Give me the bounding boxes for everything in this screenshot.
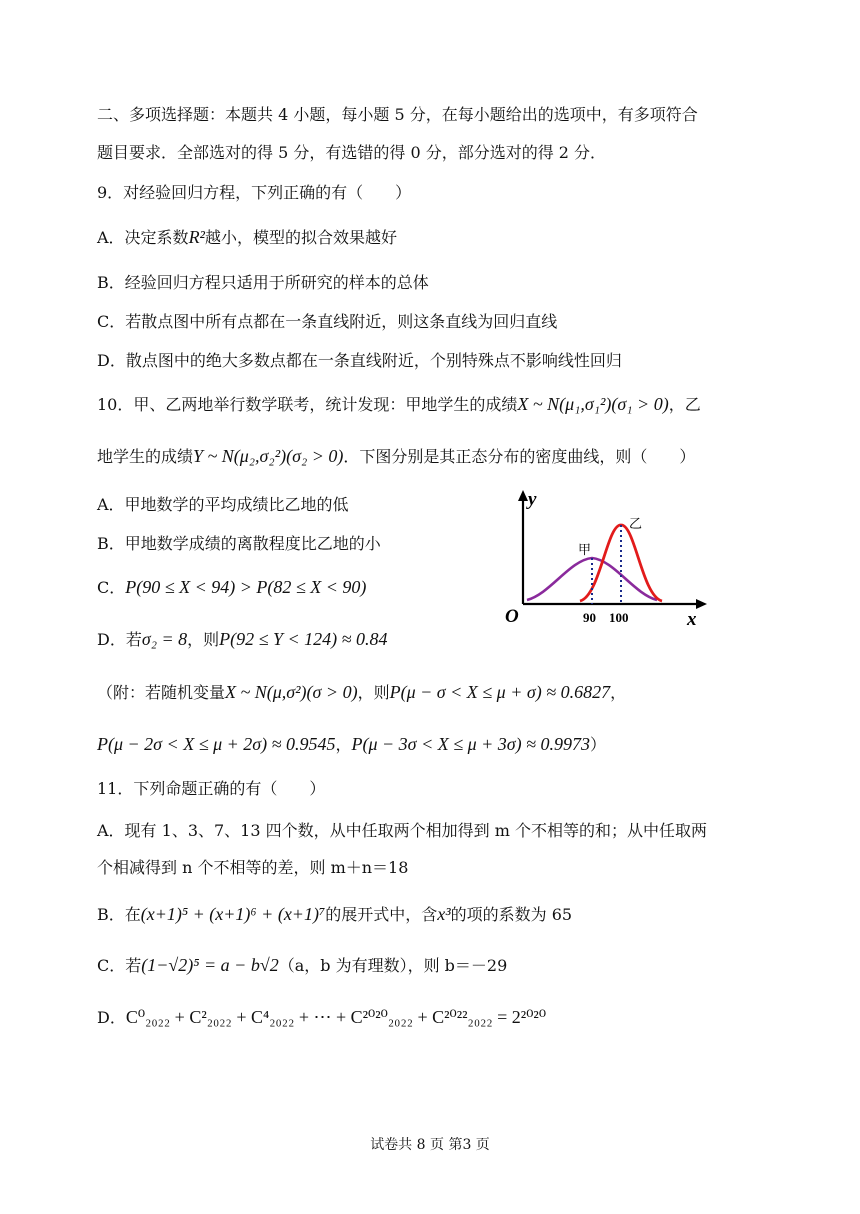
q11-option-a-line1: A．现有 1、3、7、13 四个数，从中任取两个相加得到 m 个不相等的和；从中任取两 [97, 821, 707, 840]
q10-note-sep: ， [335, 735, 352, 754]
q10-stem-line1 [97, 393, 701, 416]
section-heading-line2: 题目要求．全部选对的得 5 分，有选错的得 0 分，部分选对的得 2 分． [97, 143, 607, 162]
q10-note-comma: ， [610, 683, 627, 702]
tick-90-label: 90 [583, 610, 596, 625]
q9-a-math: R² [188, 227, 205, 247]
q10-stem-c: 地学生的成绩 [97, 447, 194, 466]
q10-stem-math1: X ~ N(μ₁,σ₁²)(σ₁ > 0) [517, 394, 669, 414]
origin-label: O [505, 606, 519, 627]
q10-note-line1 [97, 681, 626, 704]
q9-a-suffix: 越小，模型的拟合效果越好 [204, 228, 397, 247]
y-axis-arrow-icon [518, 490, 528, 501]
q11-option-b [97, 903, 572, 926]
q11-b-math: (x+1)⁵ + (x+1)⁶ + (x+1)⁷ [140, 904, 326, 924]
q11-b-suffix: 的项的系数为 65 [450, 905, 573, 924]
q9-option-b: B．经验回归方程只适用于所研究的样本的总体 [97, 273, 429, 292]
q11-option-a-line2: 个相减得到 n 个不相等的差，则 m＋n＝18 [97, 858, 409, 877]
q9-a-prefix: A．决定系数 [97, 228, 189, 247]
q10-d-math1: σ₂ = 8 [141, 629, 188, 649]
q11-d-prefix: D． [97, 1008, 126, 1027]
q10-option-b: B．甲地数学成绩的离散程度比乙地的小 [97, 534, 381, 553]
page-footer: 试卷共 8 页 第3 页 [370, 1137, 490, 1153]
q10-note-end: ） [590, 735, 607, 754]
normal-density-figure [495, 488, 710, 633]
q10-note-mid: ，则 [357, 683, 390, 702]
q10-stem-math2: Y ~ N(μ₂,σ₂²)(σ₂ > 0) [193, 446, 344, 466]
curve-yi-label: 乙 [629, 517, 643, 532]
q11-option-d [97, 1006, 546, 1029]
q10-stem-d: ．下图分别是其正态分布的密度曲线，则（ ） [343, 447, 696, 466]
q10-option-a: A．甲地数学的平均成绩比乙地的低 [97, 495, 349, 514]
q10-option-c [97, 576, 366, 599]
q9-option-a [97, 226, 397, 249]
q10-note-math4: P(μ − 3σ < X ≤ μ + 3σ) ≈ 0.9973 [351, 734, 591, 754]
q10-note-math1: X ~ N(μ,σ²)(σ > 0) [225, 682, 358, 702]
q11-d-math: C⁰₂₀₂₂ + C²₂₀₂₂ + C⁴₂₀₂₂ + ⋯ + C²⁰²⁰₂₀₂₂ + C²⁰²²₂₀₂₂ = 2²⁰²⁰ [125, 1007, 547, 1027]
q9-stem: 9．对经验回归方程，下列正确的有（ ） [97, 183, 412, 202]
q10-note-line2 [97, 733, 606, 756]
x-axis-label: x [687, 609, 697, 630]
q10-d-mid: ，则 [187, 630, 220, 649]
q10-note-prefix: （附：若随机变量 [97, 683, 226, 702]
q11-b-mid: 的展开式中，含 [325, 905, 438, 924]
q10-note-math3: P(μ − 2σ < X ≤ μ + 2σ) ≈ 0.9545 [97, 734, 336, 754]
q10-d-math2: P(92 ≤ Y < 124) ≈ 0.84 [219, 629, 388, 649]
q9-option-d: D．散点图中的绝大多数点都在一条直线附近，个别特殊点不影响线性回归 [97, 351, 622, 370]
q10-stem-a: 10．甲、乙两地举行数学联考，统计发现：甲地学生的成绩 [97, 395, 518, 414]
curve-jia-label: 甲 [578, 543, 592, 558]
q11-c-suffix: （a，b 为有理数），则 b＝－29 [278, 956, 508, 975]
q10-stem-line2 [97, 445, 695, 468]
y-axis-label: y [528, 489, 537, 510]
q10-note-math2: P(μ − σ < X ≤ μ + σ) ≈ 0.6827 [389, 682, 611, 702]
q9-option-c: C．若散点图中所有点都在一条直线附近，则这条直线为回归直线 [97, 312, 558, 331]
q10-c-math: P(90 ≤ X < 94) > P(82 ≤ X < 90) [125, 577, 367, 597]
q11-option-c [97, 954, 507, 977]
q11-stem: 11．下列命题正确的有（ ） [97, 779, 326, 798]
x-axis-arrow-icon [696, 599, 707, 609]
q10-c-prefix: C． [97, 578, 126, 597]
q10-stem-b: ，乙 [668, 395, 701, 414]
q10-option-d [97, 628, 388, 651]
q11-c-prefix: C．若 [97, 956, 142, 975]
q11-c-math: (1−√2)⁵ = a − b√2 [141, 955, 279, 975]
tick-100-label: 100 [609, 610, 629, 625]
q11-b-prefix: B．在 [97, 905, 141, 924]
section-heading-line1: 二、多项选择题：本题共 4 小题，每小题 5 分，在每小题给出的选项中，有多项符合 [97, 105, 698, 124]
q10-d-prefix: D．若 [97, 630, 142, 649]
q11-b-math2: x³ [437, 904, 451, 924]
